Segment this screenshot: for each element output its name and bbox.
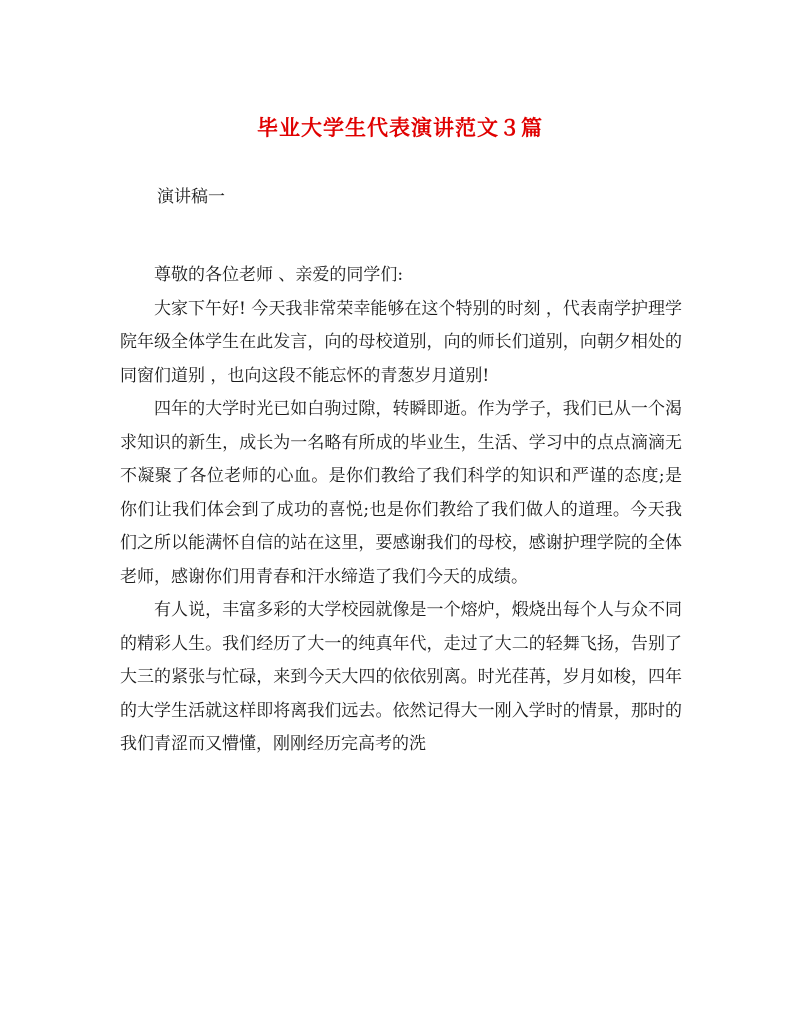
paragraph: 四年的大学时光已如白驹过隙，转瞬即逝。作为学子，我们已从一个渴求知识的新生，成长为一名略有所成的毕业生，生活、学习中的点点滴滴无不凝聚了各位老师的心血。是你们教给了我们科学的知识和严谨的态度;是你们让我们体会到了成功的喜悦;也是你们教给了我们做人的道理。今天我们之所以能满怀自信的站在这里，要感谢我们的母校，感谢护理学院的全体老师，感谢你们用青春和汗水缔造了我们今天的成绩。 <box>120 399 682 587</box>
section-heading: 演讲稿一 <box>157 187 225 207</box>
paragraph: 大家下午好! 今天我非常荣幸能够在这个特别的时刻 ，代表南学护理学院年级全体学生在此发言，向的母校道别，向的师长们道别，向朝夕相处的同窗们道别 ，也向这段不能忘怀的青葱岁月道别! <box>120 298 682 386</box>
paragraph: 有人说，丰富多彩的大学校园就像是一个熔炉，煅烧出每个人与众不同的精彩人生。我们经历了大一的纯真年代，走过了大二的轻舞飞扬，告别了大三的紧张与忙碌，来到今天大四的依依别离。时光荏苒，岁月如梭，四年的大学生活就这样即将离我们远去。依然记得大一刚入学时的情景，那时的我们青涩而又懵懂，刚刚经历完高考的洗 <box>120 600 682 754</box>
document-body <box>120 259 682 762</box>
paragraph-salutation: 尊敬的各位老师 、亲爱的同学们: <box>154 265 404 285</box>
document-title: 毕业大学生代表演讲范文３篇 <box>257 115 543 140</box>
